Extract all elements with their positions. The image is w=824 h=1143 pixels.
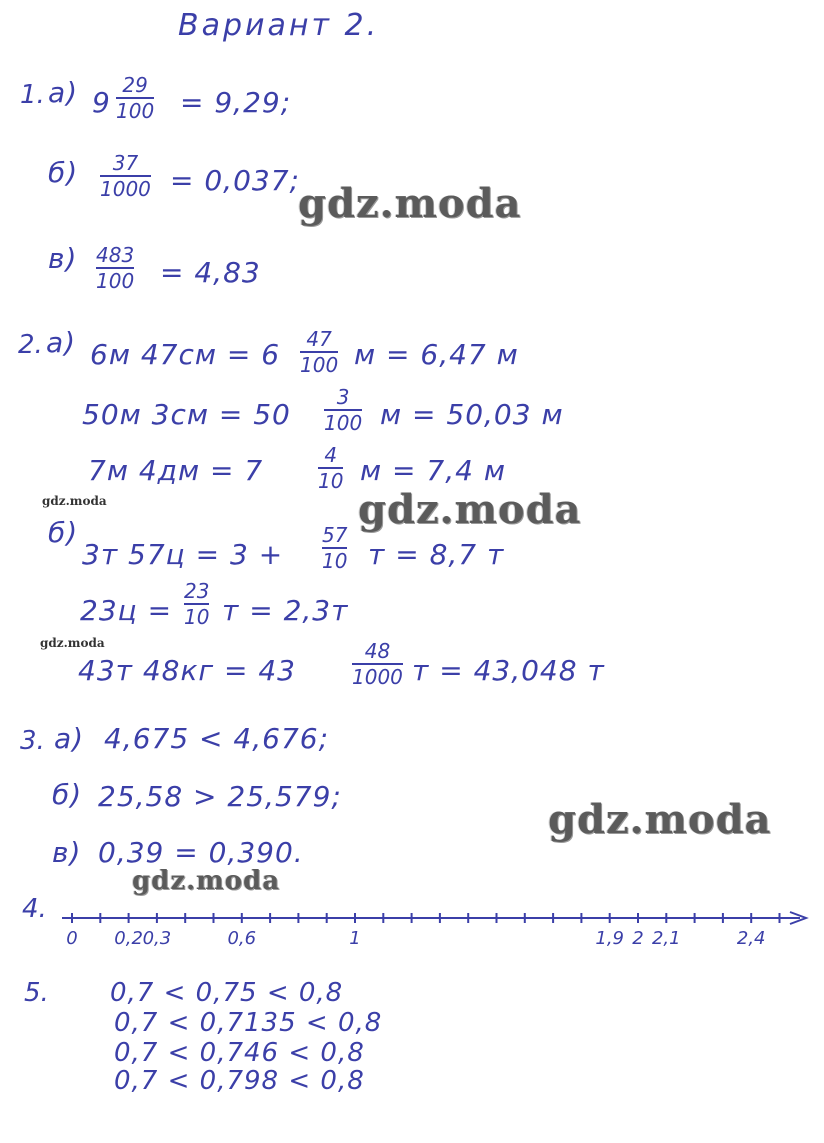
- task5-line3: 0,7 < 0,746 < 0,8: [114, 1038, 365, 1068]
- fraction-denominator: 1000: [100, 177, 151, 201]
- number-line-label: 0,3: [142, 928, 172, 949]
- number-line-label: 1,9: [595, 928, 625, 949]
- task2-line6-right: т = 43,048 т: [412, 654, 605, 687]
- task2-line4-left: 3т 57ц = 3 +: [82, 538, 284, 571]
- number-line-label: 1: [349, 928, 361, 949]
- task2-b-label: б): [48, 516, 79, 549]
- page-title: Вариант 2.: [178, 8, 380, 43]
- fraction-numerator: 37: [112, 151, 139, 175]
- task2-line6-left: 43т 48кг = 43: [78, 654, 296, 687]
- task5-number: 5.: [24, 978, 49, 1008]
- number-line-label: 2,1: [651, 928, 681, 949]
- fraction-numerator: 47: [306, 327, 332, 351]
- fraction-denominator: 100: [324, 411, 363, 435]
- fraction-numerator: 48: [364, 639, 391, 663]
- task3-b-text: 25,58 > 25,579;: [98, 780, 342, 813]
- fraction-denominator: 1000: [352, 665, 403, 689]
- task1-a-whole: 9: [92, 86, 111, 119]
- task4-number: 4.: [22, 894, 47, 924]
- fraction-numerator: 57: [322, 523, 348, 547]
- fraction-denominator: 100: [300, 353, 339, 377]
- fraction-denominator: 10: [322, 549, 348, 573]
- task2-line3-left: 7м 4дм = 7: [88, 454, 264, 487]
- task1-v-result: = 4,83: [160, 256, 261, 289]
- task1-number: 1.: [20, 80, 45, 110]
- fraction-denominator: 10: [318, 469, 344, 493]
- task3-number: 3.: [20, 726, 45, 756]
- task1-b-result: = 0,037;: [170, 164, 300, 197]
- task3-a-text: 4,675 < 4,676;: [104, 722, 330, 755]
- fraction-denominator: 100: [116, 99, 155, 123]
- task3-v-text: 0,39 = 0,390.: [98, 836, 304, 869]
- task2-line3-right: м = 7,4 м: [360, 454, 506, 487]
- watermark-logo: gdz.moda: [358, 486, 582, 533]
- number-line-label: 2,4: [736, 928, 766, 949]
- task2-number: 2.: [18, 330, 43, 360]
- number-line-label: 0,2: [114, 928, 143, 949]
- watermark-logo-small: gdz.moda: [40, 636, 105, 650]
- task2-line1-left: 6м 47см = 6: [90, 338, 281, 371]
- number-line-label: 0,6: [227, 928, 257, 949]
- fraction-numerator: 4: [324, 443, 338, 467]
- fraction-numerator: 29: [122, 73, 148, 97]
- task2-line2-left: 50м 3см = 50: [82, 398, 291, 431]
- fraction-numerator: 23: [184, 579, 210, 603]
- number-line-label: 2: [632, 928, 644, 949]
- task2-line2-right: м = 50,03 м: [380, 398, 564, 431]
- task5-line2: 0,7 < 0,7135 < 0,8: [114, 1008, 383, 1038]
- watermark-logo: gdz.moda: [132, 866, 281, 896]
- watermark-logo-small: gdz.moda: [42, 494, 107, 508]
- watermark-logo: gdz.moda: [298, 180, 522, 227]
- fraction-numerator: 3: [336, 385, 350, 409]
- task2-a-label: а): [46, 326, 77, 359]
- fraction-denominator: 10: [184, 605, 210, 629]
- task1-a-label: а): [48, 76, 79, 109]
- task2-line5-left: 23ц =: [80, 594, 173, 627]
- watermark-logo: gdz.moda: [548, 796, 772, 843]
- task1-v-label: в): [48, 242, 78, 275]
- task2-line4-right: т = 8,7 т: [368, 538, 505, 571]
- task3-a-label: а): [54, 722, 85, 755]
- task1-a-result: = 9,29;: [180, 86, 292, 119]
- task3-b-label: б): [52, 778, 83, 811]
- task5-line4: 0,7 < 0,798 < 0,8: [114, 1066, 365, 1096]
- task3-v-label: в): [52, 836, 82, 869]
- task2-line1-right: м = 6,47 м: [354, 338, 519, 371]
- number-line-label: 0: [66, 928, 78, 949]
- fraction-denominator: 100: [96, 269, 135, 293]
- task5-line1: 0,7 < 0,75 < 0,8: [110, 978, 344, 1008]
- task2-line5-right: т = 2,3т: [222, 594, 349, 627]
- task1-b-label: б): [48, 156, 79, 189]
- fraction-numerator: 483: [96, 243, 135, 267]
